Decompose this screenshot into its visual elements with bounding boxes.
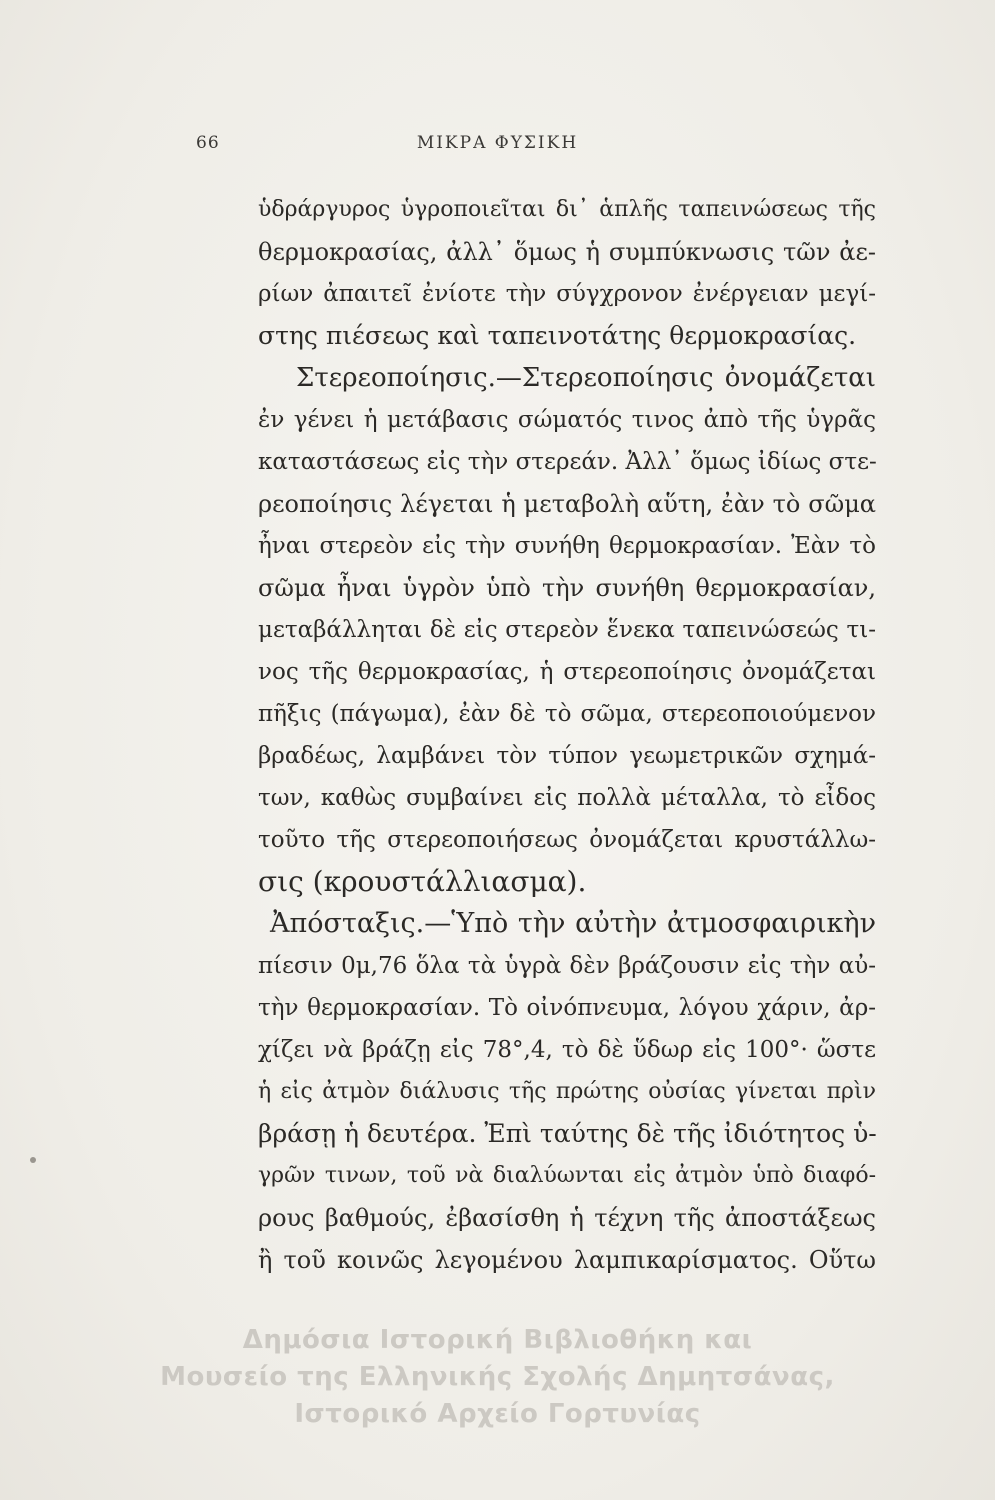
section-heading-line: Ἀπόσταξις.—Ὑπὸ τὴν αὐτὴν ἀτμοσφαιρικὴν [270, 908, 876, 939]
watermark-line: Δημόσια Ιστορική Βιβλιοθήκη και [242, 1325, 753, 1355]
text-line: τὴν θερμοκρασίαν. Τὸ οἰνόπνευμα, λόγου χάριν, ἀρ- [258, 995, 876, 1021]
text-line: των, καθὼς συμβαίνει εἰς πολλὰ μέταλλα, τὸ εἶδος [258, 785, 876, 811]
text-line: βράσῃ ἡ δευτέρα. Ἐπὶ ταύτης δὲ τῆς ἰδιότητος ὑ- [258, 1119, 877, 1148]
text-line: νος τῆς θερμοκρασίας, ἡ στερεοποίησις ὀνομάζεται [258, 659, 876, 685]
library-watermark [0, 1322, 995, 1433]
text-line: σῶμα ἦναι ὑγρὸν ὑπὸ τὴν συνήθη θερμοκρασίαν, [258, 574, 876, 602]
watermark-line: Μουσείο της Ελληνικής Σχολής Δημητσάνας, [160, 1362, 835, 1392]
text-line: ρους βαθμούς, ἐβασίσθη ἡ τέχνη τῆς ἀποστάξεως [258, 1204, 876, 1232]
running-title: ΜΙΚΡΑ ΦΥΣΙΚΗ [416, 133, 579, 153]
text-line: μεταβάλληται δὲ εἰς στερεὸν ἕνεκα ταπεινώσεώς τι- [258, 617, 876, 643]
text-line: γρῶν τινων, τοῦ νὰ διαλύωνται εἰς ἀτμὸν ὑπὸ διαφό- [258, 1163, 876, 1188]
page-header [0, 133, 995, 163]
text-line: πίεσιν 0μ,76 ὅλα τὰ ὑγρὰ δὲν βράζουσιν εἰς τὴν αὐ- [258, 953, 876, 979]
text-line: τοῦτο τῆς στερεοποιήσεως ὀνομάζεται κρυστάλλω- [258, 827, 876, 853]
text-line: ἢ τοῦ κοινῶς λεγομένου λαμπικαρίσματος. Οὕτω [258, 1246, 876, 1274]
scan-speck [30, 1157, 36, 1163]
text-line: θερμοκρασίας, ἀλλ᾽ ὅμως ἡ συμπύκνωσις τῶν ἀε- [258, 238, 876, 266]
text-line: σις (κρουστάλλιασμα). [258, 865, 587, 898]
watermark-line: Ιστορικό Αρχείο Γορτυνίας [294, 1399, 701, 1429]
text-line: ἡ εἰς ἀτμὸν διάλυσις τῆς πρώτης οὐσίας γίνεται πρὶν [258, 1079, 876, 1104]
page-number: 66 [196, 133, 220, 153]
text-line: καταστάσεως εἰς τὴν στερεάν. Ἀλλ᾽ ὅμως ἰδίως στε- [258, 449, 877, 475]
text-line: ἦναι στερεὸν εἰς τὴν συνήθη θερμοκρασίαν. Ἐὰν τὸ [258, 533, 876, 559]
text-line: ρίων ἀπαιτεῖ ἐνίοτε τὴν σύγχρονον ἐνέργειαν μεγί- [258, 281, 876, 307]
text-line: ὑδράργυρος ὑγροποιεῖται δι᾽ ἁπλῆς ταπεινώσεως τῆς [258, 197, 876, 222]
text-line: ρεοποίησις λέγεται ἡ μεταβολὴ αὕτη, ἐὰν τὸ σῶμα [258, 490, 876, 518]
section-heading-line: Στερεοποίησις.—Στερεοποίησις ὀνομάζεται [296, 363, 876, 393]
text-line: ἐν γένει ἡ μετάβασις σώματός τινος ἀπὸ τῆς ὑγρᾶς [258, 407, 876, 433]
text-line: στης πιέσεως καὶ ταπεινοτάτης θερμοκρασίας. [258, 321, 857, 350]
text-line: βραδέως, λαμβάνει τὸν τύπον γεωμετρικῶν σχημά- [258, 743, 876, 769]
text-line: χίζει νὰ βράζῃ εἰς 78°,4, τὸ δὲ ὕδωρ εἰς 100°· ὥστε [258, 1037, 876, 1063]
text-line: πῆξις (πάγωμα), ἐὰν δὲ τὸ σῶμα, στερεοποιούμενον [258, 701, 876, 727]
